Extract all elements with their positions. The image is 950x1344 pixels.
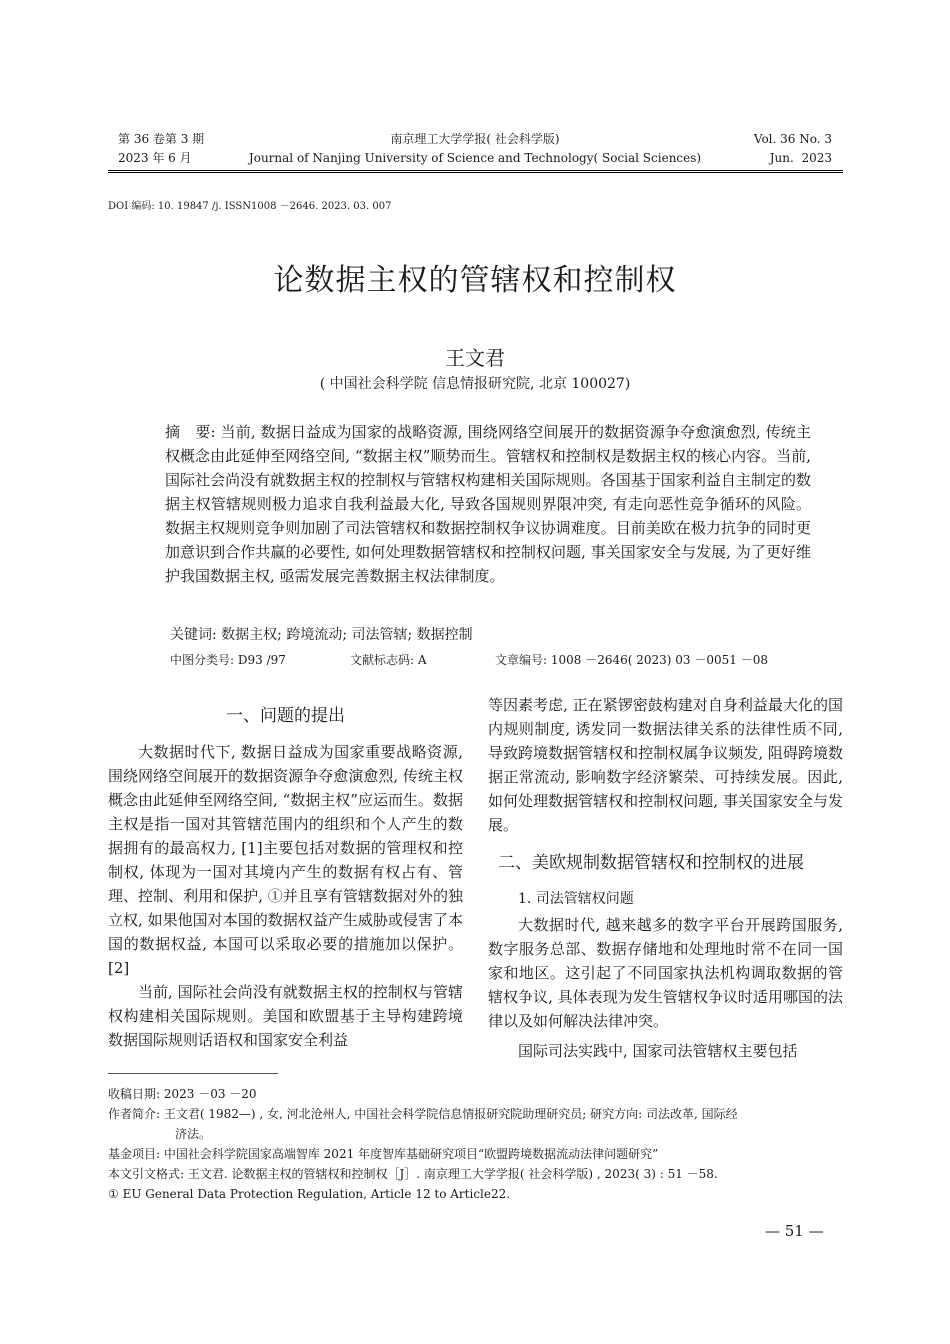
author-name: 王文君: [445, 346, 505, 370]
body-paragraph: 国际司法实践中, 国家司法管辖权主要包括: [518, 1042, 798, 1060]
footnote-1: ① EU General Data Protection Regulation, Article 12 to Article22.: [108, 1187, 511, 1201]
author-affiliation: ( 中国社会科学院 信息情报研究院, 北京 100027): [319, 376, 631, 392]
journal-name-cn: 南京理工大学学报( 社会科学版): [390, 132, 560, 146]
abstract: 摘 要: 当前, 数据日益成为国家的战略资源, 围绕网络空间展开的数据资源争夺愈演愈烈, 传统主权概念由此延伸至网络空间, “数据主权”顺势而生。管辖权和控制权是数据主权的核心内容。当前, 国际社会尚没有就数据主权的控制权与管辖权构建相关国际规则。各国基于国家利益自主制定的数据主权管辖规则极力追求自我利益最大化, 导致各国规则界限冲突, 有走向恶性竞争循环的风险。数据主权规则竞争则加剧了司法管辖权和数据控制权争议协调难度。目前美欧在极力抗争的同时更加意识到合作共赢的必要性, 如何处理数据管辖权和控制权问题, 事关国家安全与发展, 为了更好维护我国数据主权, 亟需发展完善数据主权法律制度。: [165, 423, 811, 585]
left-column: [108, 700, 463, 1052]
keywords: 关键词: 数据主权; 跨境流动; 司法管辖; 数据控制: [170, 627, 473, 643]
section-heading-1: 一、问题的提出: [226, 706, 345, 726]
header-rule-top: [108, 170, 843, 171]
article-number: 文章编号: 1008 －2646( 2023) 03 －0051 －08: [495, 653, 768, 667]
subsection-heading-1: 1. 司法管辖权问题: [518, 891, 634, 907]
doi: DOI 编码: 10. 19847 /j. ISSN1008 －2646. 2023. 03. 007: [108, 201, 392, 212]
author-bio-continued: 济法。: [175, 1127, 212, 1141]
journal-name-en: Journal of Nanjing University of Science and Technology( Social Sciences): [248, 151, 702, 165]
body-paragraph: 等因素考虑, 正在紧锣密鼓构建对自身利益最大化的国内规则制度, 诱发同一数据法律关系的法律性质不同, 导致跨境数据管辖权和控制权属争议频发, 阻碍跨境数据正常流动, 影响数字经济繁荣、可持续发展。因此, 如何处理数据管辖权和控制权问题, 事关国家安全与发展。: [488, 696, 843, 834]
received-date: 收稿日期: 2023 －03 －20: [108, 1087, 257, 1101]
page-number: — 51 —: [765, 1222, 824, 1240]
citation-format: 本文引文格式: 王文君. 论数据主权的管辖权和控制权［J］. 南京理工大学学报( 社会科学版) , 2023( 3) : 51 －58.: [108, 1167, 718, 1181]
author-bio: 作者简介: 王文君( 1982—) , 女, 河北沧州人, 中国社会科学院信息情报研究院助理研究员; 研究方向: 司法改革, 国际经: [108, 1107, 738, 1121]
clc-number: 中图分类号: D93 /97: [170, 653, 286, 667]
fund-info: 基金项目: 中国社会科学院国家高端智库 2021 年度智库基础研究项目“欧盟跨境数据流动法律问题研究”: [108, 1147, 659, 1161]
document-code: 文献标志码: A: [350, 653, 427, 667]
vol-no-en: Vol. 36 No. 3: [753, 132, 832, 146]
body-paragraph: 当前, 国际社会尚没有就数据主权的控制权与管辖权构建相关国际规则。美国和欧盟基于主导构建跨境数据国际规则话语权和国家安全利益: [108, 983, 463, 1049]
date-en: Jun. 2023: [769, 151, 832, 165]
right-column: [488, 693, 843, 1063]
section-heading-2: 二、美欧规制数据管辖权和控制权的进展: [498, 853, 804, 873]
volume-issue: 第 36 卷第 3 期: [118, 132, 205, 146]
body-paragraph: 大数据时代, 越来越多的数字平台开展跨国服务, 数字服务总部、数据存储地和处理地时常不在同一国家和地区。这引起了不同国家执法机构调取数据的管辖权争议, 具体表现为发生管辖权争议时适用哪国的法律以及如何解决法律冲突。: [488, 916, 843, 1030]
publication-date: 2023 年 6 月: [118, 151, 192, 165]
footnotes: [108, 1084, 843, 1204]
article-title: 论数据主权的管辖权和控制权: [273, 263, 677, 298]
footnote-rule: [108, 1073, 278, 1074]
header-rule-bottom: [108, 172, 843, 173]
body-paragraph: 大数据时代下, 数据日益成为国家重要战略资源, 围绕网络空间展开的数据资源争夺愈演愈烈, 传统主权概念由此延伸至网络空间, “数据主权”应运而生。数据主权是指一国对其管辖范围内的组织和个人产生的数据拥有的最高权力, [1]主要包括对数据的管理权和控制权, 体现为一国对其境内产生的数据有权占有、管理、控制、利用和保护, ①并且享有管辖数据对外的独立权, 如果他国对本国的数据权益产生威胁或侵害了本国的数据权益, 本国可以采取必要的措施加以保护。[2]: [108, 743, 463, 977]
